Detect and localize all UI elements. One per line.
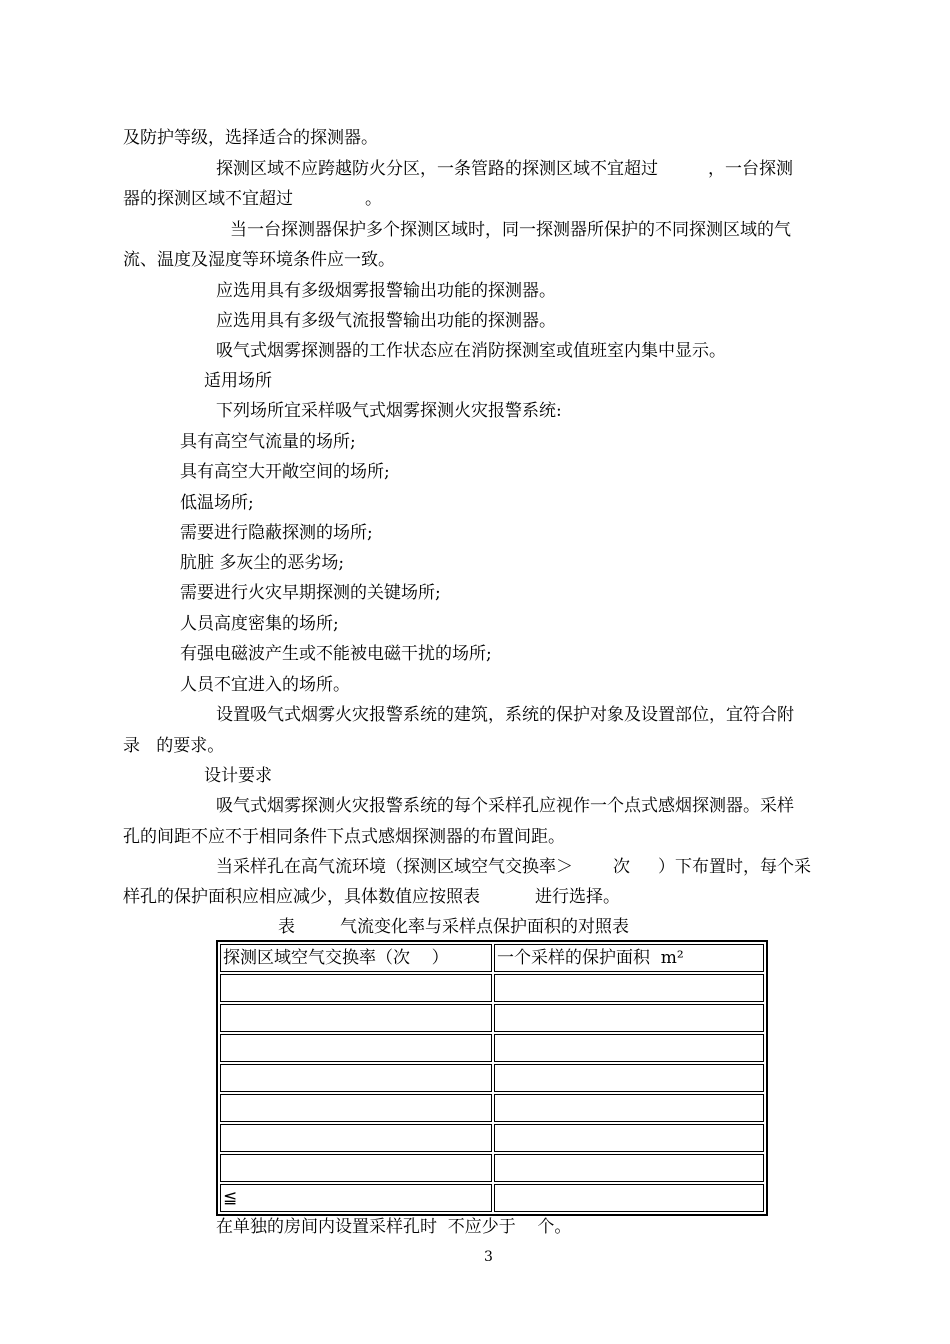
paragraph-line: 吸气式烟雾探测器的工作状态应在消防探测室或值班室内集中显示。 bbox=[216, 341, 726, 361]
caption-label: 表 bbox=[278, 917, 295, 937]
table-row bbox=[220, 1064, 764, 1092]
table-cell bbox=[494, 1154, 764, 1182]
table-row bbox=[220, 1034, 764, 1062]
list-item: 具有高空气流量的场所; bbox=[180, 432, 356, 452]
list-item: 人员高度密集的场所; bbox=[180, 614, 339, 634]
caption-title: 气流变化率与采样点保护面积的对照表 bbox=[340, 917, 629, 937]
paragraph-line: 下列场所宜采样吸气式烟雾探测火灾报警系统: bbox=[216, 401, 562, 421]
table-header-row bbox=[220, 944, 764, 972]
table-row bbox=[220, 1154, 764, 1182]
text-run: ，一台探测 bbox=[708, 159, 793, 179]
list-item: 需要进行隐蔽探测的场所; bbox=[180, 523, 373, 543]
text-run: ）下布置时，每个采 bbox=[658, 857, 811, 877]
table-cell bbox=[220, 1154, 492, 1182]
table-cell bbox=[220, 1064, 492, 1092]
paragraph-line: 应选用具有多级烟雾报警输出功能的探测器。 bbox=[216, 281, 556, 301]
table-row bbox=[220, 974, 764, 1002]
table-row bbox=[220, 1124, 764, 1152]
table-cell bbox=[494, 1124, 764, 1152]
table-header-cell: 探测区域空气交换率（次 ） bbox=[220, 944, 492, 972]
table-row bbox=[220, 1004, 764, 1032]
paragraph-line: 录 的要求。 bbox=[123, 736, 225, 756]
table-cell bbox=[220, 974, 492, 1002]
list-item: 需要进行火灾早期探测的关键场所; bbox=[180, 583, 441, 603]
paragraph-line: 应选用具有多级气流报警输出功能的探测器。 bbox=[216, 311, 556, 331]
paragraph-line: 设置吸气式烟雾火灾报警系统的建筑，系统的保护对象及设置部位，宜符合附 bbox=[216, 705, 794, 725]
paragraph-line: 孔的间距不应不于相同条件下点式感烟探测器的布置间距。 bbox=[123, 827, 565, 847]
list-item: 肮脏 多灰尘的恶劣场; bbox=[180, 553, 345, 573]
table-cell bbox=[494, 1034, 764, 1062]
table-cell bbox=[494, 974, 764, 1002]
list-item: 低温场所; bbox=[180, 493, 254, 513]
comparison-table bbox=[216, 940, 768, 1216]
paragraph-line: 吸气式烟雾探测火灾报警系统的每个采样孔应视作一个点式感烟探测器。采样 bbox=[216, 796, 794, 816]
text-run: 。 bbox=[365, 189, 382, 209]
paragraph-line: 在单独的房间内设置采样孔时 不应少于 个。 bbox=[216, 1217, 572, 1237]
text-run: 当采样孔在高气流环境（探测区域空气交换率＞ bbox=[216, 857, 573, 877]
table-cell: ≦ bbox=[220, 1184, 492, 1212]
table-cell bbox=[220, 1004, 492, 1032]
list-item: 有强电磁波产生或不能被电磁干扰的场所; bbox=[180, 644, 492, 664]
list-item: 人员不宜进入的场所。 bbox=[180, 675, 350, 695]
paragraph-line bbox=[216, 859, 811, 876]
section-heading: 适用场所 bbox=[204, 371, 272, 391]
paragraph-line bbox=[123, 191, 382, 208]
table-cell bbox=[494, 1064, 764, 1092]
text-run: 器的探测区域不宜超过 bbox=[123, 189, 293, 209]
list-item: 具有高空大开敞空间的场所; bbox=[180, 462, 390, 482]
table-row bbox=[220, 1094, 764, 1122]
text-run: 探测区域不应跨越防火分区，一条管路的探测区域不宜超过 bbox=[216, 159, 658, 179]
table-cell bbox=[220, 1094, 492, 1122]
table-cell bbox=[494, 1004, 764, 1032]
text-run: 进行选择。 bbox=[535, 887, 620, 907]
section-heading: 设计要求 bbox=[204, 766, 272, 786]
table-header-cell: 一个采样的保护面积 m² bbox=[494, 944, 764, 972]
table-cell bbox=[220, 1034, 492, 1062]
table-row bbox=[220, 1184, 764, 1212]
table-cell bbox=[494, 1184, 764, 1212]
paragraph-line: 当一台探测器保护多个探测区域时，同一探测器所保护的不同探测区域的气 bbox=[230, 220, 791, 240]
table-cell bbox=[494, 1094, 764, 1122]
table-caption bbox=[278, 919, 629, 936]
table-cell bbox=[220, 1124, 492, 1152]
page-number: 3 bbox=[484, 1249, 493, 1265]
paragraph-line: 流、温度及湿度等环境条件应一致。 bbox=[123, 250, 395, 270]
text-run: 次 bbox=[613, 857, 630, 877]
paragraph-line bbox=[123, 889, 620, 906]
text-run: 样孔的保护面积应相应减少，具体数值应按照表 bbox=[123, 887, 480, 907]
paragraph-line: 及防护等级，选择适合的探测器。 bbox=[123, 128, 378, 148]
paragraph-line bbox=[216, 161, 793, 178]
